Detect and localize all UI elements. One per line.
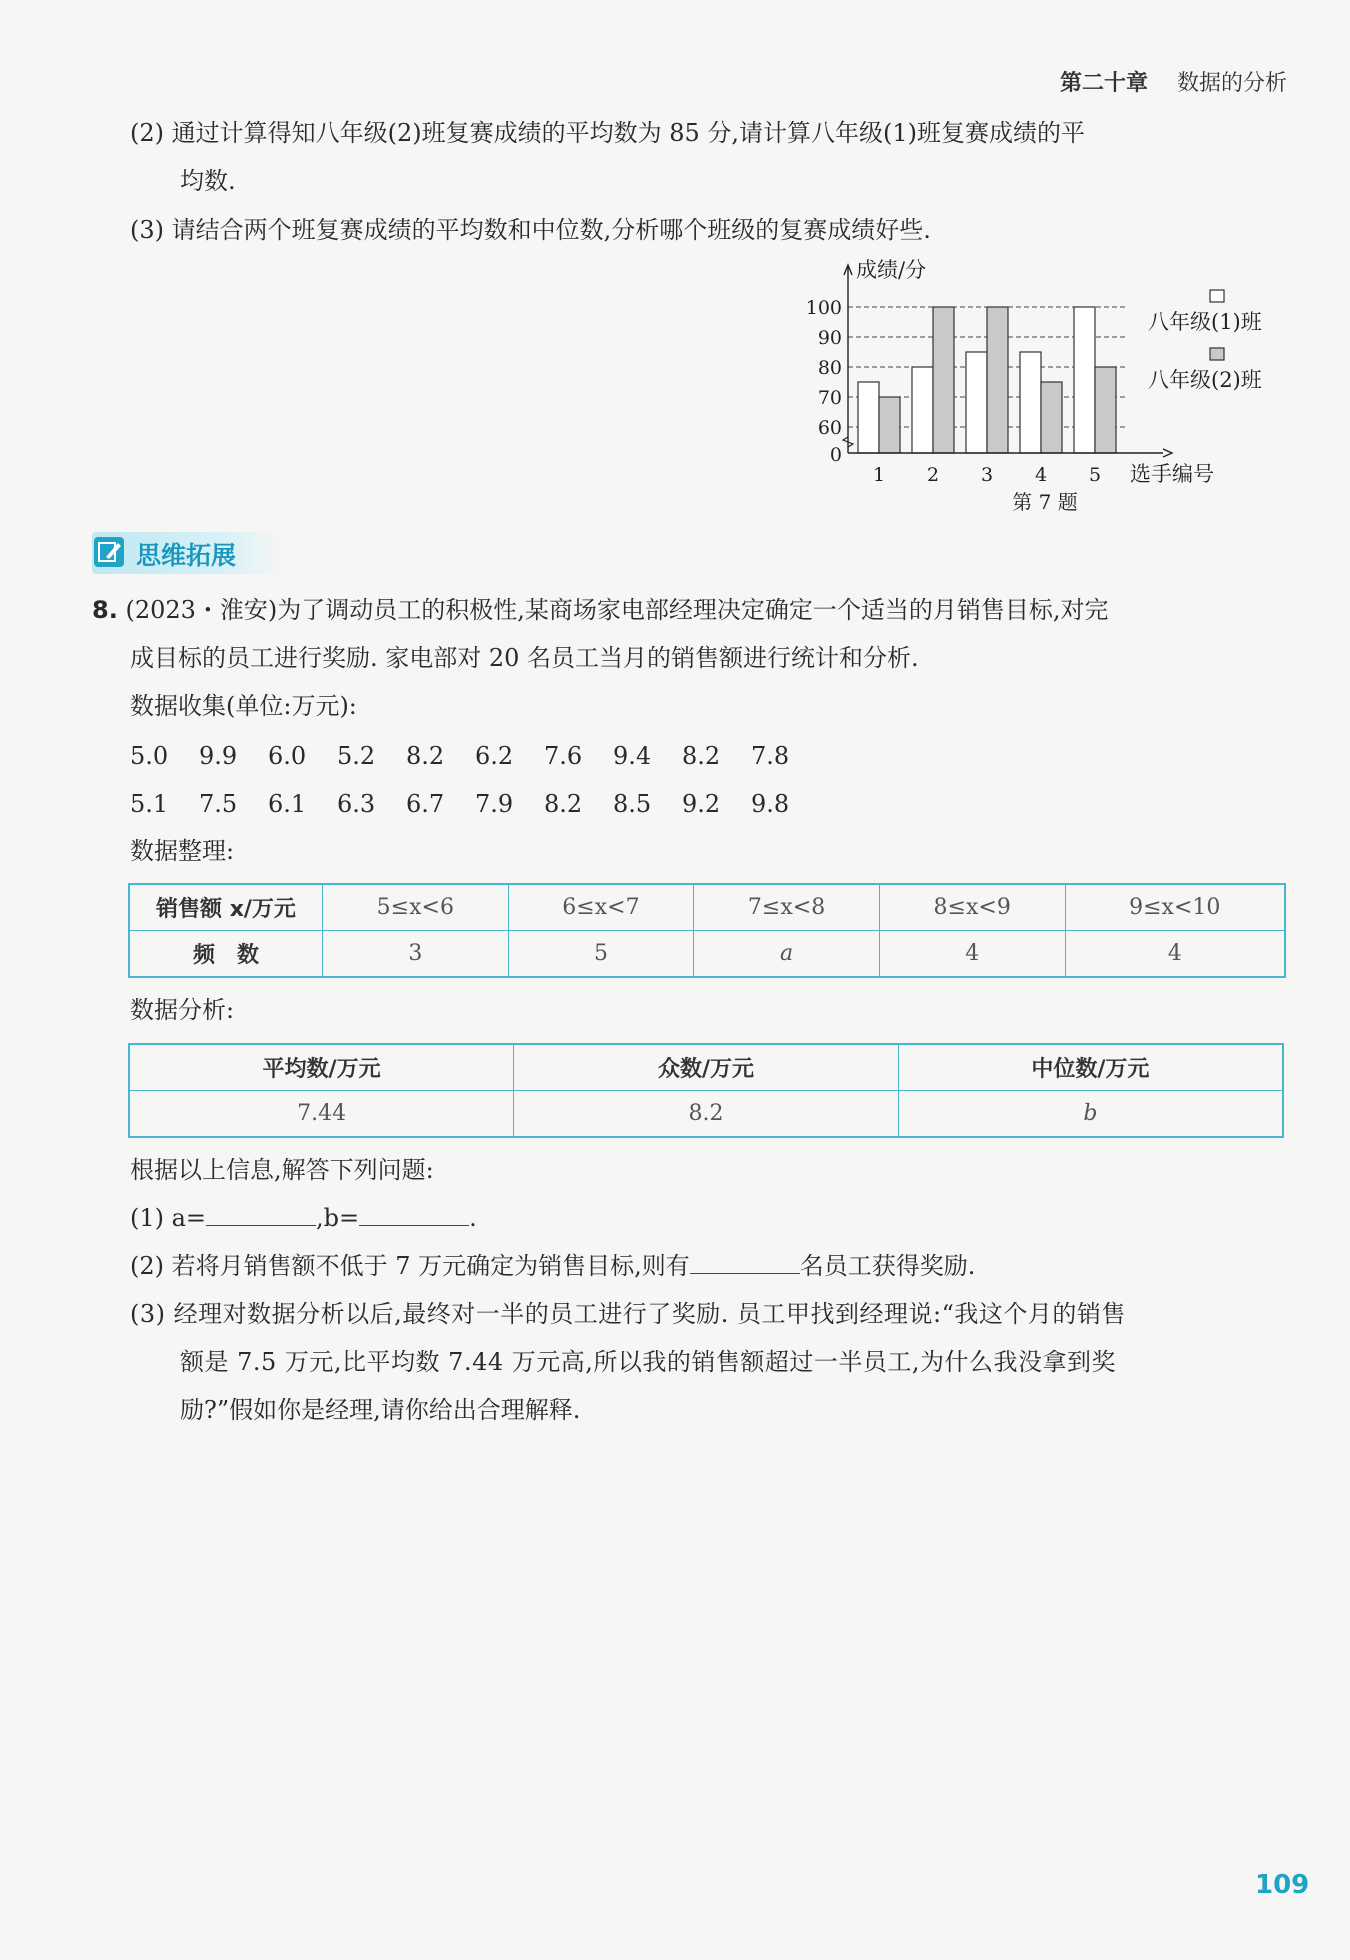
data-value: 6.1 [268,790,307,818]
x-axis-arrow [1163,449,1172,457]
freq-count-cell: 4 [1065,931,1285,978]
data-value: 5.2 [337,742,376,770]
stats-header-cell: 中位数/万元 [898,1044,1283,1091]
y-tick-label: 100 [805,297,842,319]
sub2-prefix: (2) 若将月销售额不低于 7 万元确定为销售目标,则有 [130,1252,690,1280]
q7-part3: (3) 请结合两个班复赛成绩的平均数和中位数,分析哪个班级的复赛成绩好些. [130,216,931,244]
freq-count-cell: 3 [323,931,509,978]
sub2-suffix: 名员工获得奖励. [799,1252,976,1280]
legend-label-1: 八年级(1)班 [1148,310,1262,334]
page-number: 109 [1255,1870,1310,1900]
stats-header-cell: 平均数/万元 [129,1044,514,1091]
x-axis-label: 选手编号 [1130,462,1214,486]
data-value: 5.1 [130,790,169,818]
data-value: 9.2 [682,790,721,818]
bar-series-1-cat-2 [912,367,933,453]
freq-range-cell: 7≤x<8 [694,884,880,931]
answer-blank-a[interactable] [206,1203,316,1226]
data-value: 8.2 [544,790,583,818]
bar-series-1-cat-3 [966,352,987,453]
organize-label: 数据整理: [130,837,235,865]
data-value: 8.5 [613,790,652,818]
data-value: 6.0 [268,742,307,770]
data-value: 6.3 [337,790,376,818]
q8-sub3-line3: 励?”假如你是经理,请你给出合理解释. [180,1396,581,1424]
bar-chart [780,255,1300,520]
data-value: 6.2 [475,742,514,770]
bar-series-2-cat-1 [879,397,900,453]
running-header [1060,66,1287,97]
q8-sub2 [130,1248,975,1284]
q8-line2: 成目标的员工进行奖励. 家电部对 20 名员工当月的销售额进行统计和分析. [130,644,919,672]
pencil-icon [94,537,124,567]
chapter-label: 第二十章 [1059,71,1148,96]
q8-sub3-line1: (3) 经理对数据分析以后,最终对一半的员工进行了奖励. 员工甲找到经理说:“我这个月的销售 [130,1300,1126,1328]
stats-value-cell: 7.44 [129,1091,514,1138]
bar-series-1-cat-1 [858,382,879,453]
data-value: 6.7 [406,790,445,818]
x-tick-label: 2 [926,464,940,486]
bar-series-1-cat-4 [1020,352,1041,453]
data-row-2 [130,790,820,818]
bar-series-2-cat-2 [933,307,954,453]
data-value: 9.8 [751,790,790,818]
section-banner [92,532,282,574]
freq-range-cell: 6≤x<7 [508,884,694,931]
bar-series-2-cat-4 [1041,382,1062,453]
freq-row-label: 频 数 [129,931,323,978]
statistics-table [128,1043,1284,1138]
freq-count-cell: a [694,931,880,978]
x-tick-label: 4 [1034,464,1048,486]
chart-caption: 第 7 题 [1012,490,1078,514]
x-tick-label: 1 [872,464,886,486]
sub1-end: . [469,1204,477,1232]
freq-count-cell: 5 [508,931,694,978]
bar-series-2-cat-3 [987,307,1008,453]
q8-line1 [92,592,1109,628]
y-tick-label: 90 [817,327,842,349]
chart-legend [1148,290,1262,392]
q8-sub3-line2: 额是 7.5 万元,比平均数 7.44 万元高,所以我的销售额超过一半员工,为什么我没拿到奖 [180,1348,1117,1376]
data-value: 8.2 [682,742,721,770]
answer-blank-b[interactable] [359,1203,469,1226]
stats-value-cell: b [898,1091,1283,1138]
questions-intro: 根据以上信息,解答下列问题: [130,1156,434,1184]
y-tick-label: 60 [817,417,842,439]
frequency-table-header-row [129,884,1285,931]
q7-part2-line1: (2) 通过计算得知八年级(2)班复赛成绩的平均数为 85 分,请计算八年级(1)班复赛成绩的平 [130,119,1086,147]
answer-blank-count[interactable] [690,1251,800,1274]
data-row-1 [130,742,820,770]
q7-part2-line2: 均数. [180,167,236,195]
sub1-middle: ,b= [316,1204,360,1232]
collect-label: 数据收集(单位:万元): [130,692,357,720]
legend-swatch-2 [1210,348,1224,360]
bar-series-2-cat-5 [1095,367,1116,453]
data-value: 9.4 [613,742,652,770]
section-title: 思维拓展 [136,541,237,570]
bar-series-1-cat-5 [1074,307,1095,453]
stats-value-cell: 8.2 [514,1091,899,1138]
sub1-prefix: (1) a= [130,1204,207,1232]
data-value: 7.6 [544,742,583,770]
frequency-table [128,883,1286,978]
x-tick-label: 5 [1088,464,1102,486]
data-value: 7.5 [199,790,238,818]
q8-stem-line1: (2023・淮安)为了调动员工的积极性,某商场家电部经理决定确定一个适当的月销售目标,对完 [125,596,1109,624]
question-number: 8. [92,596,118,624]
stats-header-cell: 众数/万元 [514,1044,899,1091]
freq-range-cell: 5≤x<6 [323,884,509,931]
data-value: 8.2 [406,742,445,770]
data-value: 7.9 [475,790,514,818]
freq-count-cell: 4 [879,931,1065,978]
data-value: 9.9 [199,742,238,770]
freq-range-cell: 8≤x<9 [879,884,1065,931]
chapter-title: 数据的分析 [1176,71,1287,96]
frequency-table-count-row [129,931,1285,978]
y-tick-label: 80 [817,357,842,379]
y-tick-label: 70 [817,387,842,409]
analysis-label: 数据分析: [130,996,235,1024]
statistics-table-header-row [129,1044,1283,1091]
y-axis-label: 成绩/分 [856,258,927,282]
data-value: 7.8 [751,742,790,770]
statistics-table-value-row [129,1091,1283,1138]
data-value: 5.0 [130,742,169,770]
legend-label-2: 八年级(2)班 [1148,368,1262,392]
y-tick-label: 0 [829,444,842,466]
chart-bars [858,307,1116,453]
q8-sub1 [130,1200,477,1236]
x-tick-label: 3 [980,464,994,486]
freq-header-label: 销售额 x/万元 [129,884,323,931]
freq-range-cell: 9≤x<10 [1065,884,1285,931]
legend-swatch-1 [1210,290,1224,302]
